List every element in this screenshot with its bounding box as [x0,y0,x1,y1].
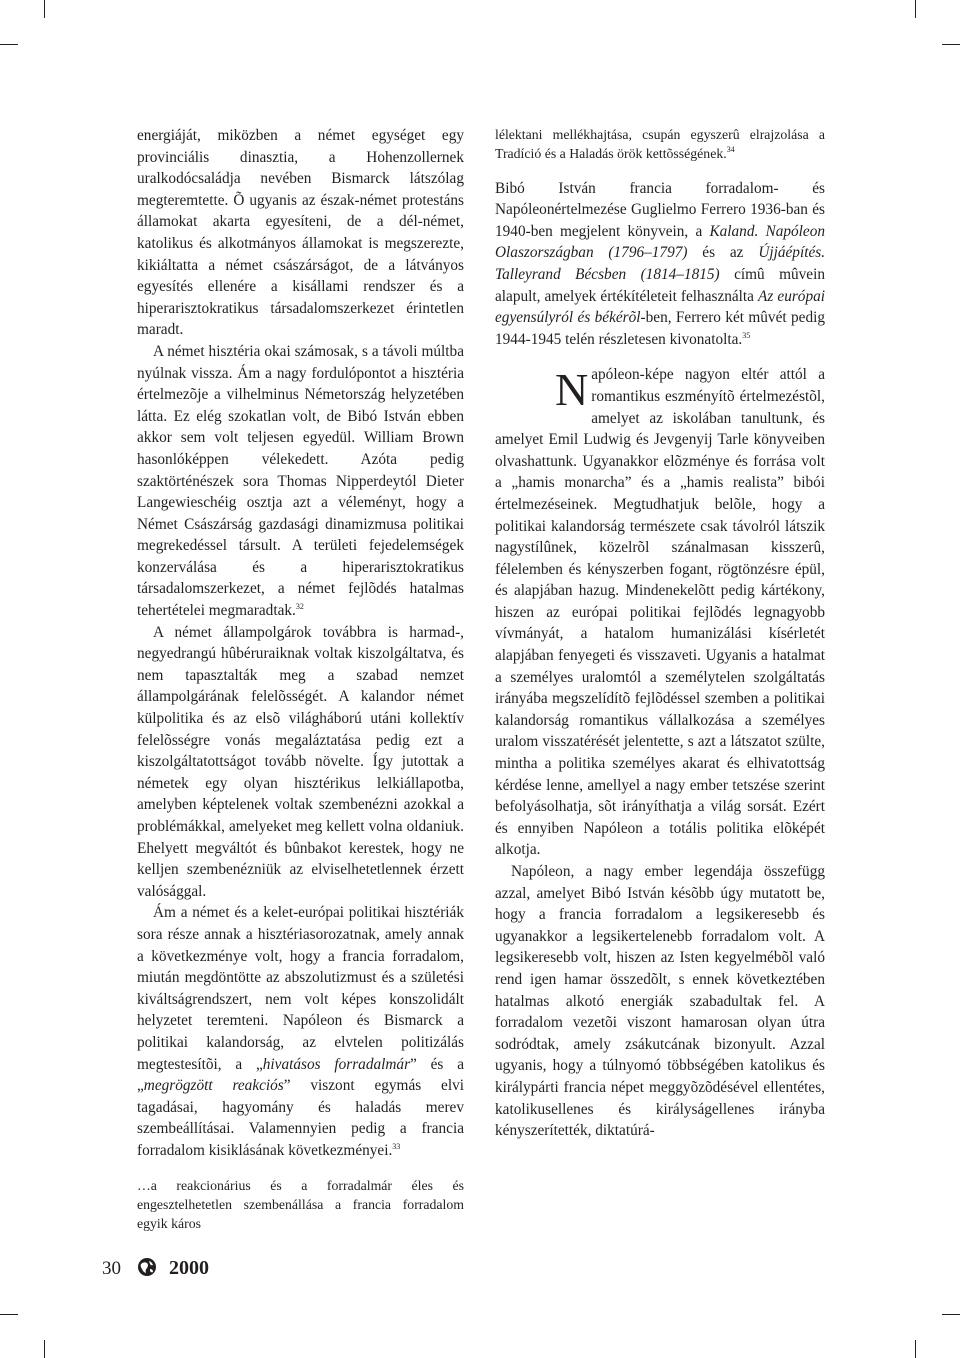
paragraph: A német állampolgárok továbbra is harmad-, negyedrangú hûbéruraiknak voltak kiszolgáltatva, és nem tapasztalták meg a szabad nemzet állampolgárának felelõsségét. A kalandor német külpolitika és az elsõ világháború utáni kollektív felelõsségre vonás megaláztatása pedig ezt a kiszolgáltatottságot tovább növelte. Így jutottak a németek egy olyan hisztérikus lelkiállapotba, amelyben képtelenek voltak szembenézni azokkal a problémákkal, amelyeket meg kellett volna oldaniuk. Ehelyett megváltót és bûnbakot kerestek, hogy ne kelljen szembenézniük az elviselhetetlennek érzett valósággal. [137,623,464,900]
crop-mark [915,0,916,18]
book-title: Az európai egyensúlyról és békérõl [495,287,825,327]
footnote-ref: 33 [392,1141,401,1151]
italic-phrase: hivatásos forradalmár [262,1055,411,1073]
book-title: Újjáépítés. Talleyrand Bécsben (1814–1815) [495,244,826,283]
globe-icon [137,1256,157,1278]
right-column [495,125,825,1142]
paragraph: energiáját, miközben a német egységet egy provinciális dinasztia, a Hohenzollernek uralkodócsaládja nevében Bismarck látszólag megteremtette. Õ ugyanis az észak-német protestáns államokat akarta egyesíteni, de a dél-német, katolikus és alkotmányos államokat is megszerezte, kikiáltatta a német császárságot, de a látványos egyesítés ellenére a kisállami rendszer és a hiperarisztokratikus társadalomszerkezet érintetlen maradt. [137,127,464,339]
paragraph: Napóleon-képe nagyon eltér attól a romantikus eszményítõ értelmezéstõl, amelyet az iskolában tanultunk, és amelyet Emil Ludwig és Jevgenyij Tarle könyveiben olvashattunk. Ugyanakkor elõzménye és forrása volt a „hamis monarcha” és a „hamis realista” bibói értelmezéseinek. Megtudhatjuk belõle, hogy a politikai kalandorság természete csak távolról látszik nagystílûnek, közelrõl szánalmasan kisszerû, félelemben és kényszerben fogant, rögtönzésre épül, és alapjában hazug. Mindenekelõtt pedig kártékony, hiszen az európai politikai fejlõdés legnagyobb vívmányát, a hatalom humanizálási kísérletét alapjában fenyegeti és visszaveti. Ugyanis a hatalmat a személyes uralomtól a személytelen szolgáltatás irányába megszelídítõ fejlõdéssel szemben a politikai kalandorság romantikus vállalkozása a személyes uralom visszatérését jelentette, s azt a látszatot szülte, mintha a politika személyes akarat és elhivatottság kérdése lenne, amellyel a nagy ember tetszése szerint befolyásolhatja, sõt irányíthatja a világ sorsát. Ezért és ennyiben Napóleon a totális politika elõképét alkotja. [495,364,825,859]
footnote-ref: 35 [742,330,751,340]
crop-mark [44,1340,45,1358]
quote-paragraph: …a reakcionárius és a forradalmár éles és engesztelhetetlen szembenállása a francia forradalom egyik káros [137,1177,464,1232]
italic-phrase: megrögzött reakciós [143,1077,284,1095]
footnote-ref: 34 [726,145,735,155]
crop-mark [0,44,18,45]
left-column [137,125,464,1233]
footnote-ref: 32 [295,602,304,612]
book-title: Kaland. Napóleon Olaszországban (1796–1797) [495,222,825,262]
crop-mark [0,1314,18,1315]
page-number: 30 [102,1258,121,1279]
journal-title: 2000 [169,1257,209,1279]
drop-cap: N [555,364,589,416]
crop-mark [942,44,960,45]
paragraph: Ám a német és a kelet-európai politikai hisztériák sora része annak a hisztériasorozatnak, amely annak a következménye volt, hogy a francia forradalom, miután megdöntötte az abszolutizmust és a születési kiváltságrendszert, nem volt képes konszolidált helyzetet teremteni. Napóleon és Bismarck a politikai kalandorság, az elvtelen politizálás megtestesítõi, a „hivatásos forradalmár” és a „megrögzött reakciós” viszont egymás elvi tagadásai, hagyomány és haladás merev szembeállításai. Valamennyien pedig a francia forradalom kisiklásának következményei.$^{33}$ [137,904,464,1159]
crop-mark [915,1340,916,1358]
crop-mark [942,1314,960,1315]
paragraph: A német hisztéria okai számosak, s a távoli múltba nyúlnak vissza. Ám a nagy fordulópontot a hisztéria értelmezõje a vilhelminus Németország helyzetében látta. Ez elég szokatlan volt, de Bibó István ebben akkor sem volt teljesen egyedül. William Brown hasonlóképpen vélekedett. Azóta pedig szaktörténészek sora Thomas Nipperdeytól Dieter Langewieschéig osztja azt a véleményt, hogy a Német Császárság gazdasági dinamizmusa politikai megrekedéssel társult. A területi fejedelemségek konzerválása és a hiperarisztokratikus társadalomszerkezet, a német fejlõdés hatalmas tehertételei megmaradtak.$^{32}$ [137,342,464,620]
paragraph: Napóleon, a nagy ember legendája összefügg azzal, amelyet Bibó István késõbb úgy mutatott be, hogy a francia forradalom a legsikeresebb és ugyanakkor a legsikertelenebb forradalom volt. A legsikeresebb volt, hiszen az Isten kegyelmébõl való rend igen hamar összedõlt, s ennek következtében hatalmas alkotó energiák szabadultak fel. A forradalom vezetõi viszont hamarosan olyan útra sodródtak, amely zsákutcának bizonyult. Azzal ugyanis, hogy a túlnyomó többségében katolikus és királypárti francia népet meggyõzõdésével ellentétes, katolikusellenes és királyságellenes irányba kényszerítették, diktatúrá- [495,863,825,1140]
crop-mark [44,0,45,18]
paragraph: Bibó István francia forradalom- és Napóleonértelmezése Guglielmo Ferrero 1936-ban és 1940-ben megjelent könyvein, a Kaland. Napóleon Olaszországban (1796–1797) és az Újjáépítés. Talleyrand Bécsben (1814–1815) címû mûvein alapult, amelyek értékítéleteit felhasználta Az európai egyensúlyról és békérõl-ben, Ferrero két mûvét pedig 1944-1945 telén részletesen kivonatolta.$^{35}$ [495,179,826,348]
quote-paragraph: lélektani mellékhajtása, csupán egyszerû elrajzolása a Tradíció és a Haladás örök kettõsségének.$^{34}$ [495,127,825,162]
